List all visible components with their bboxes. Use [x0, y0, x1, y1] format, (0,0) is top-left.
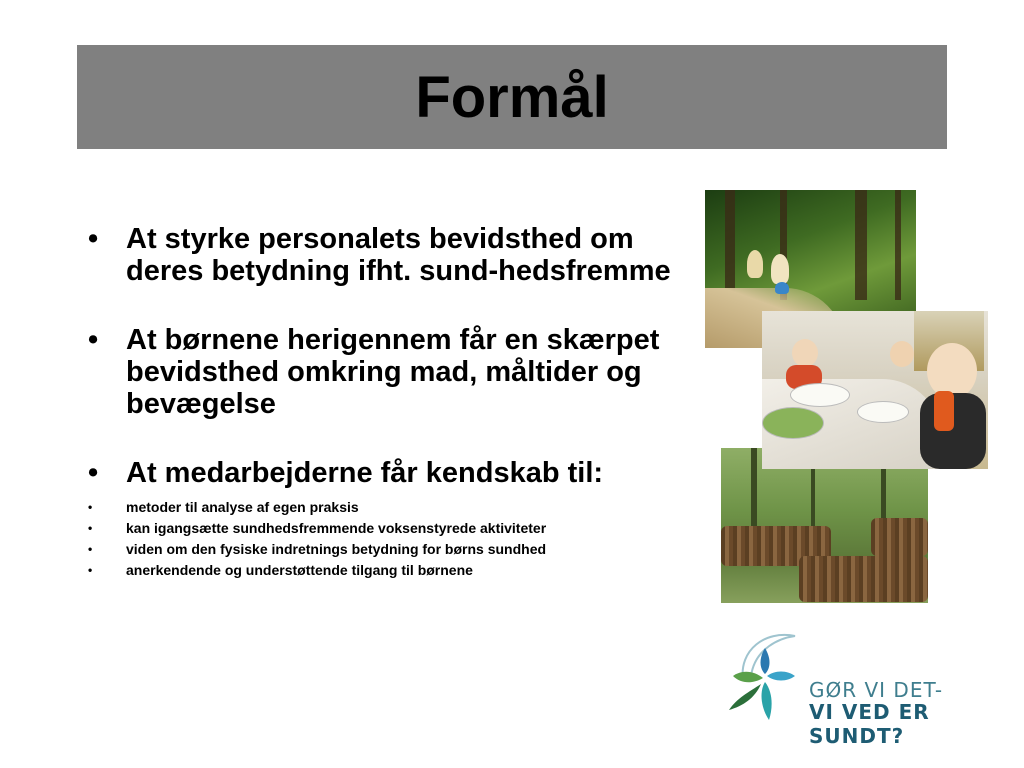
slide-title: Formål	[415, 64, 609, 130]
logo-text-line2: VI VED ER SUNDT?	[809, 700, 930, 748]
bullet-icon: •	[88, 521, 93, 535]
list-item	[84, 518, 704, 539]
sub-bullet-text: anerkendende og understøttende tilgang til børnene	[126, 562, 473, 578]
sub-bullet-list	[84, 497, 704, 581]
bullet-text: At styrke personalets bevidsthed om deres betydning ifht. sund-hedsfremme	[126, 223, 671, 287]
main-bullet-list	[84, 223, 704, 489]
flower-logo-icon	[725, 630, 809, 730]
bullet-icon: •	[88, 324, 99, 356]
garden-fence-photo	[721, 448, 928, 603]
campaign-logo	[725, 630, 1005, 748]
sub-bullet-text: metoder til analyse af egen praksis	[126, 499, 359, 515]
list-item	[84, 324, 704, 420]
list-item	[84, 539, 704, 560]
slide-content	[84, 223, 704, 581]
logo-text-line1: GØR VI DET-	[809, 678, 944, 702]
bullet-icon: •	[88, 457, 99, 489]
list-item	[84, 457, 704, 489]
bullet-text: At børnene herigennem får en skærpet bevidsthed omkring mad, måltider og bevægelse	[126, 324, 660, 420]
bullet-text: At medarbejderne får kendskab til:	[126, 457, 604, 489]
title-bar	[77, 45, 947, 149]
dining-children-photo	[762, 311, 988, 469]
bullet-icon: •	[88, 542, 93, 556]
bullet-icon: •	[88, 500, 93, 514]
bullet-icon: •	[88, 223, 99, 255]
bullet-icon: •	[88, 563, 93, 577]
sub-bullet-text: kan igangsætte sundhedsfremmende voksenstyrede aktiviteter	[126, 520, 547, 536]
sub-bullet-text: viden om den fysiske indretnings betydning for børns sundhed	[126, 541, 547, 557]
list-item	[84, 223, 704, 287]
list-item	[84, 560, 704, 581]
list-item	[84, 497, 704, 518]
